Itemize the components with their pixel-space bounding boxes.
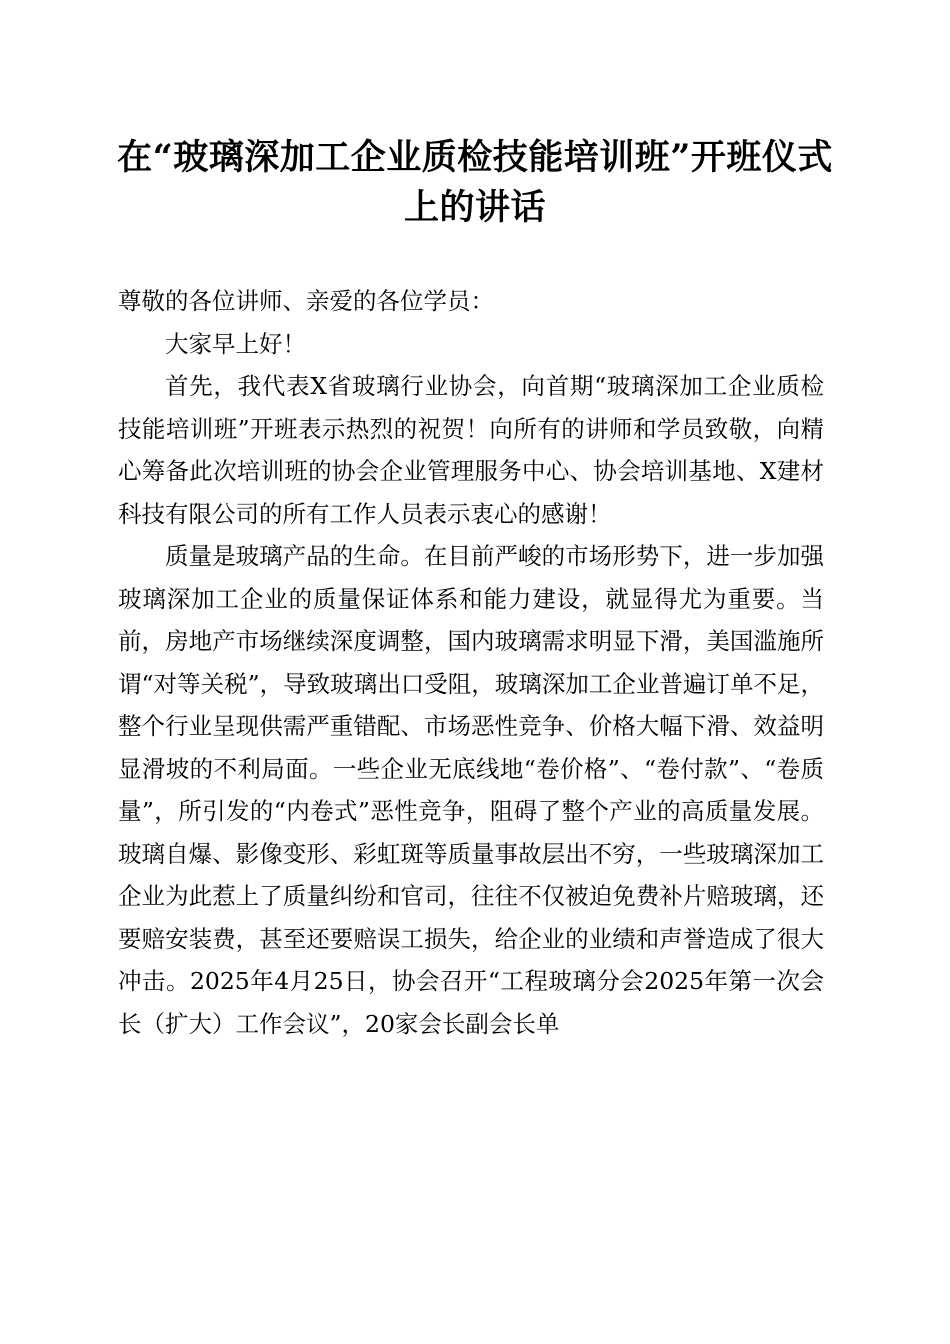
document-body <box>118 280 824 1045</box>
salutation-line: 尊敬的各位讲师、亲爱的各位学员： <box>118 287 494 315</box>
congratulations-paragraph: 首先，我代表X省玻璃行业协会，向首期“玻璃深加工企业质检技能培训班”开班表示热烈的祝贺！向所有的讲师和学员致敬，向精心筹备此次培训班的协会企业管理服务中心、协会培训基地、X建材科技有限公司的所有工作人员表示衷心的感谢！ <box>118 372 824 528</box>
greeting-paragraph: 大家早上好！ <box>165 329 306 358</box>
document-title: 在“玻璃深加工企业质检技能培训班”开班仪式上的讲话 <box>117 137 833 228</box>
quality-paragraph: 质量是玻璃产品的生命。在目前严峻的市场形势下，进一步加强玻璃深加工企业的质量保证体系和能力建设，就显得尤为重要。当前，房地产市场继续深度调整，国内玻璃需求明显下滑，美国滥施所谓“对等关税”，导致玻璃出口受阻，玻璃深加工企业普遍订单不足，整个行业呈现供需严重错配、市场恶性竞争、价格大幅下滑、效益明显滑坡的不利局面。一些企业无底线地“卷价格”、“卷付款”、“卷质量”，所引发的“内卷式”恶性竞争，阻碍了整个产业的高质量发展。玻璃自爆、影像变形、彩虹斑等质量事故层出不穷，一些玻璃深加工企业为此惹上了质量纠纷和官司，往往不仅被迫免费补片赔玻璃，还要赔安装费，甚至还要赔误工损失，给企业的业绩和声誉造成了很大冲击。2025年4月25日，协会召开“工程玻璃分会2025年第一次会长（扩大）工作会议”，20家会长副会长单 <box>118 542 824 1038</box>
